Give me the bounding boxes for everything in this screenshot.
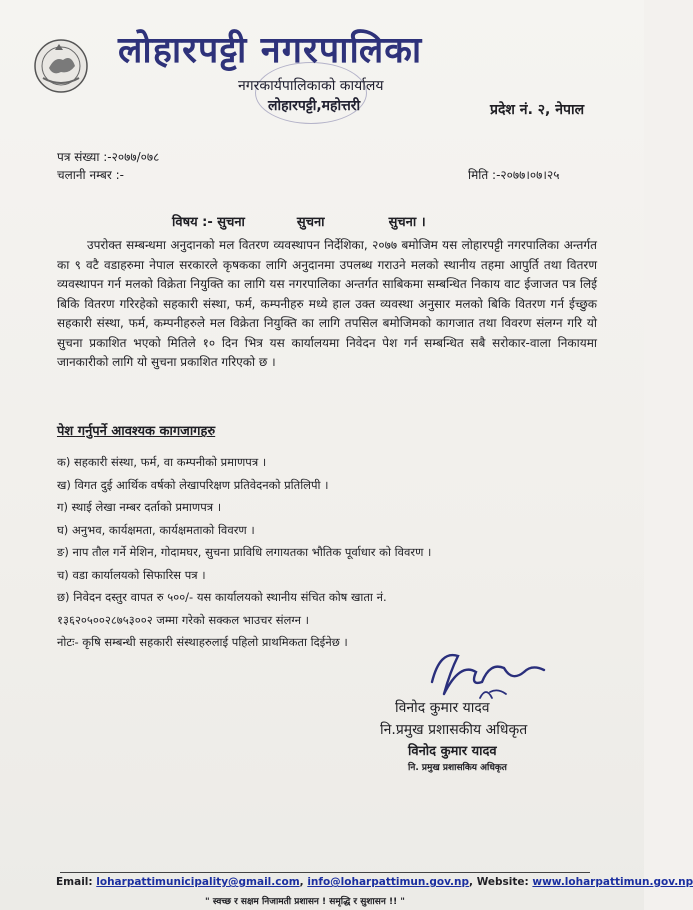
footer-divider — [60, 872, 590, 873]
list-item: घ) अनुभव, कार्यक्षमता, कार्यक्षमताको विवरण । — [57, 522, 255, 537]
reference-number: पत्र संख्या :-२०७७/०७८ — [57, 150, 160, 164]
list-item: १३६२०५००२८७५३००२ जम्मा गरेको सक्कल भाउचर संलग्न । — [57, 612, 310, 627]
list-item: ग) स्थाई लेखा नम्बर दर्ताको प्रमाणपत्र । — [57, 500, 222, 514]
website-label: , Website: — [469, 876, 529, 888]
list-item: ङ) नाप तौल गर्ने मेशिन, गोदामघर, सुचना प्राविधि लगायतका भौतिक पूर्वाधार को विवरण । — [57, 545, 432, 559]
municipality-title: लोहारपट्टी नगरपालिका — [118, 30, 423, 71]
province-label: प्रदेश नं. २, नेपाल — [490, 102, 585, 118]
signatory-name: विनोद कुमार यादव — [395, 700, 490, 716]
signatory-title: नि.प्रमुख प्रशासकीय अधिकृत — [380, 722, 528, 738]
list-item: क) सहकारी संस्था, फर्म, वा कम्पनीको प्रमाणपत्र । — [57, 455, 267, 469]
email-link-2[interactable]: info@loharpattimun.gov.np — [307, 876, 470, 888]
subject-label: विषय :- सुचना — [172, 215, 245, 230]
notice-paragraph: उपरोक्त सम्बन्धमा अनुदानको मल वितरण व्यवस्थापन निर्देशिका, २०७७ बमोजिम यस लोहारपट्टी नगरपालिका अन्तर्गत का ९ वटै वडाहरुमा नेपाल सरकारले कृषकका लागि अनुदानमा उपलब्ध गराउने मलको स्थानीय तहमा आपुर्ति तथा वितरण व्यवस्थापन गर्न मलको विक्रेता नियुक्ति का लागि यस नगरपालिका अन्तर्गत साबिकमा सम्बन्धित निकाय वाट ईजाजत पत्र लिई बिकि वितरण गरिरहेको सहकारी संस्था, फर्म, कम्पनीहरु मध्ये हाल उक्त व्यवस्था अनुसार मलको बिकि वितरण गर्न ईच्छुक सहकारी संस्था, फर्म, कम्पनीहरुले मल विक्रेता नियुक्ति का लागि तपसिल बमोजिमको कागजात तथा विवरण संलग्न गरि यो सुचना प्रकाशित भएको मितिले १० दिन भित्र यस कार्यालयमा निवेदन पेश गर्न सम्बन्धित सबै सरोकार-वाला निकायमा जानकारीको लागि यो सुचना प्रकाशित गरिएको छ । — [57, 238, 597, 369]
list-item: ख) विगत दुई आर्थिक वर्षको लेखापरिक्षण प्रतिवेदनको प्रतिलिपी । — [57, 477, 329, 492]
subject-word-3: सुचना । — [388, 215, 426, 230]
list-item: च) वडा कार्यालयको सिफारिस पत्र । — [57, 567, 206, 582]
documents-list — [57, 451, 617, 654]
documents-heading: पेश गर्नुपर्ने आवश्यक कागजागहरु — [57, 424, 216, 439]
letter-date: मिति :-२०७७।०७।२५ — [468, 168, 560, 182]
nepal-emblem-icon — [33, 38, 89, 94]
subject-line — [172, 212, 426, 230]
subject-word-2: सुचना — [296, 215, 325, 230]
website-link[interactable]: www.loharpattimun.gov.np — [532, 876, 693, 888]
stamp-signatory-name: विनोद कुमार यादव — [408, 744, 497, 759]
dispatch-number: चलानी नम्बर :- — [57, 168, 124, 182]
list-item: छ) निवेदन दस्तुर वापत रु ५००/- यस कार्यालयको स्थानीय संचित कोष खाता नं. — [57, 590, 387, 604]
footer-contact — [56, 876, 693, 888]
office-location: लोहारपट्टी,महोत्तरी — [268, 98, 361, 114]
email-label: Email: — [56, 876, 93, 888]
footer-slogan: " स्वच्छ र सक्षम निजामती प्रशासन ! समृद्धि र सुशासन !! " — [205, 897, 405, 907]
stamp-signatory-title: नि. प्रमुख प्रशासकिय अधिकृत — [408, 763, 507, 773]
email-separator: , — [299, 876, 304, 888]
office-name: नगरकार्यपालिकाको कार्यालय — [238, 78, 384, 94]
list-item: नोटः- कृषि सम्बन्धी सहकारी संस्थाहरुलाई पहिलो प्राथमिकता दिईनेछ । — [57, 635, 348, 649]
email-link-1[interactable]: loharpattimunicipality@gmail.com — [96, 876, 300, 888]
